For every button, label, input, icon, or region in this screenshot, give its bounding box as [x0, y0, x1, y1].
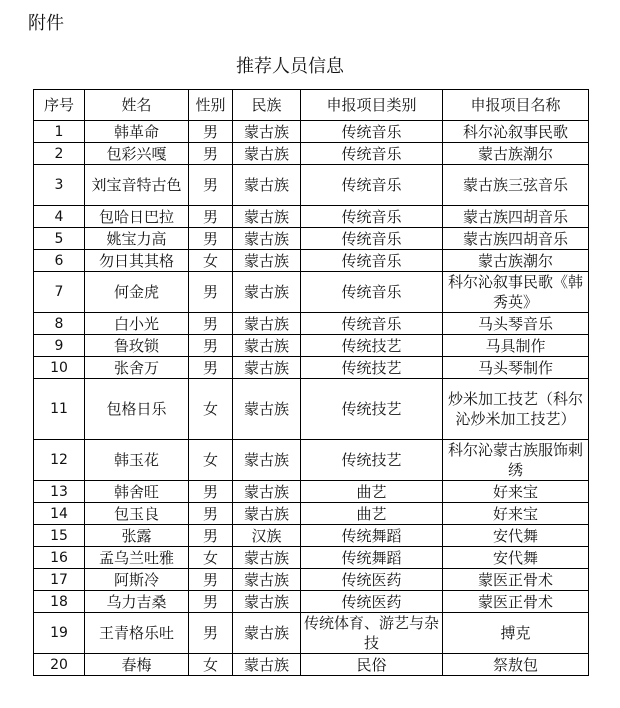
- cell-no: 10: [34, 357, 85, 379]
- cell-gender: 男: [189, 357, 233, 379]
- cell-project: 科尔沁叙事民歌: [443, 121, 589, 143]
- cell-name: 韩舍旺: [85, 481, 189, 503]
- cell-category: 传统音乐: [301, 165, 443, 206]
- cell-category: 传统技艺: [301, 357, 443, 379]
- cell-no: 12: [34, 440, 85, 481]
- cell-ethnicity: 蒙古族: [233, 591, 301, 613]
- table-row: [34, 569, 589, 591]
- cell-no: 1: [34, 121, 85, 143]
- cell-gender: 女: [189, 440, 233, 481]
- cell-ethnicity: 蒙古族: [233, 313, 301, 335]
- cell-name: 孟乌兰吐雅: [85, 547, 189, 569]
- cell-ethnicity: 蒙古族: [233, 654, 301, 676]
- cell-category: 传统音乐: [301, 313, 443, 335]
- cell-project: 好来宝: [443, 481, 589, 503]
- cell-name: 包玉良: [85, 503, 189, 525]
- cell-category: 传统技艺: [301, 335, 443, 357]
- cell-ethnicity: 蒙古族: [233, 272, 301, 313]
- column-header-name: 姓名: [85, 90, 189, 121]
- cell-gender: 男: [189, 335, 233, 357]
- cell-name: 张露: [85, 525, 189, 547]
- cell-category: 传统舞蹈: [301, 547, 443, 569]
- cell-no: 5: [34, 228, 85, 250]
- column-header-category: 申报项目类别: [301, 90, 443, 121]
- attachment-label: 附件: [28, 13, 64, 34]
- cell-project: 蒙古族潮尔: [443, 143, 589, 165]
- cell-gender: 男: [189, 165, 233, 206]
- cell-gender: 男: [189, 272, 233, 313]
- cell-project: 科尔沁蒙古族服饰刺绣: [443, 440, 589, 481]
- table-row: [34, 440, 589, 481]
- cell-ethnicity: 蒙古族: [233, 121, 301, 143]
- cell-name: 韩革命: [85, 121, 189, 143]
- cell-gender: 女: [189, 250, 233, 272]
- cell-name: 包哈日巴拉: [85, 206, 189, 228]
- table-row: [34, 547, 589, 569]
- cell-gender: 男: [189, 591, 233, 613]
- cell-no: 18: [34, 591, 85, 613]
- cell-gender: 男: [189, 613, 233, 654]
- cell-ethnicity: 蒙古族: [233, 143, 301, 165]
- table-row: [34, 525, 589, 547]
- table-row: [34, 335, 589, 357]
- table-row: [34, 143, 589, 165]
- cell-project: 好来宝: [443, 503, 589, 525]
- cell-project: 炒米加工技艺（科尔沁炒米加工技艺）: [443, 379, 589, 440]
- cell-project: 安代舞: [443, 547, 589, 569]
- cell-category: 传统音乐: [301, 272, 443, 313]
- cell-category: 传统体育、游艺与杂技: [301, 613, 443, 654]
- cell-name: 姚宝力高: [85, 228, 189, 250]
- table-row: [34, 206, 589, 228]
- cell-name: 阿斯冷: [85, 569, 189, 591]
- cell-category: 传统音乐: [301, 143, 443, 165]
- cell-no: 17: [34, 569, 85, 591]
- cell-no: 7: [34, 272, 85, 313]
- cell-gender: 男: [189, 525, 233, 547]
- table-row: [34, 272, 589, 313]
- cell-project: 蒙古族四胡音乐: [443, 206, 589, 228]
- cell-no: 3: [34, 165, 85, 206]
- column-header-project: 申报项目名称: [443, 90, 589, 121]
- cell-no: 19: [34, 613, 85, 654]
- cell-name: 包彩兴嘎: [85, 143, 189, 165]
- cell-project: 马具制作: [443, 335, 589, 357]
- cell-gender: 女: [189, 379, 233, 440]
- cell-no: 9: [34, 335, 85, 357]
- cell-ethnicity: 蒙古族: [233, 440, 301, 481]
- cell-category: 传统医药: [301, 591, 443, 613]
- cell-ethnicity: 蒙古族: [233, 228, 301, 250]
- cell-gender: 男: [189, 313, 233, 335]
- cell-name: 刘宝音特古色: [85, 165, 189, 206]
- cell-ethnicity: 蒙古族: [233, 613, 301, 654]
- cell-ethnicity: 蒙古族: [233, 547, 301, 569]
- cell-name: 乌力吉桑: [85, 591, 189, 613]
- cell-ethnicity: 蒙古族: [233, 481, 301, 503]
- cell-no: 13: [34, 481, 85, 503]
- cell-category: 曲艺: [301, 481, 443, 503]
- page-title: 推荐人员信息: [236, 56, 344, 77]
- cell-name: 包格日乐: [85, 379, 189, 440]
- cell-category: 传统技艺: [301, 379, 443, 440]
- cell-category: 传统音乐: [301, 250, 443, 272]
- table-header-row: [34, 90, 589, 121]
- cell-ethnicity: 蒙古族: [233, 335, 301, 357]
- cell-project: 蒙古族四胡音乐: [443, 228, 589, 250]
- table-row: [34, 357, 589, 379]
- cell-ethnicity: 蒙古族: [233, 357, 301, 379]
- cell-project: 安代舞: [443, 525, 589, 547]
- cell-no: 14: [34, 503, 85, 525]
- column-header-gender: 性别: [189, 90, 233, 121]
- cell-ethnicity: 蒙古族: [233, 569, 301, 591]
- cell-category: 民俗: [301, 654, 443, 676]
- cell-ethnicity: 蒙古族: [233, 165, 301, 206]
- cell-no: 4: [34, 206, 85, 228]
- cell-category: 传统音乐: [301, 228, 443, 250]
- cell-project: 马头琴音乐: [443, 313, 589, 335]
- table-body: [34, 121, 589, 676]
- cell-ethnicity: 蒙古族: [233, 503, 301, 525]
- cell-project: 祭敖包: [443, 654, 589, 676]
- cell-gender: 男: [189, 569, 233, 591]
- cell-no: 16: [34, 547, 85, 569]
- column-header-no: 序号: [34, 90, 85, 121]
- cell-category: 传统医药: [301, 569, 443, 591]
- cell-name: 何金虎: [85, 272, 189, 313]
- cell-gender: 男: [189, 206, 233, 228]
- cell-project: 搏克: [443, 613, 589, 654]
- cell-category: 传统音乐: [301, 121, 443, 143]
- cell-no: 15: [34, 525, 85, 547]
- cell-name: 王青格乐吐: [85, 613, 189, 654]
- table-row: [34, 165, 589, 206]
- cell-no: 20: [34, 654, 85, 676]
- cell-ethnicity: 汉族: [233, 525, 301, 547]
- cell-project: 蒙古族潮尔: [443, 250, 589, 272]
- table-row: [34, 121, 589, 143]
- cell-gender: 男: [189, 143, 233, 165]
- cell-category: 传统技艺: [301, 440, 443, 481]
- column-header-ethnicity: 民族: [233, 90, 301, 121]
- cell-category: 曲艺: [301, 503, 443, 525]
- table-row: [34, 481, 589, 503]
- cell-category: 传统音乐: [301, 206, 443, 228]
- table-row: [34, 228, 589, 250]
- cell-ethnicity: 蒙古族: [233, 206, 301, 228]
- cell-project: 科尔沁叙事民歌《韩秀英》: [443, 272, 589, 313]
- cell-name: 张舍万: [85, 357, 189, 379]
- cell-no: 2: [34, 143, 85, 165]
- cell-project: 蒙古族三弦音乐: [443, 165, 589, 206]
- cell-no: 6: [34, 250, 85, 272]
- table-row: [34, 654, 589, 676]
- cell-gender: 男: [189, 121, 233, 143]
- table-row: [34, 379, 589, 440]
- cell-category: 传统舞蹈: [301, 525, 443, 547]
- cell-project: 蒙医正骨术: [443, 569, 589, 591]
- table-row: [34, 591, 589, 613]
- cell-gender: 男: [189, 481, 233, 503]
- cell-ethnicity: 蒙古族: [233, 379, 301, 440]
- cell-name: 春梅: [85, 654, 189, 676]
- table-row: [34, 613, 589, 654]
- table-row: [34, 250, 589, 272]
- cell-gender: 男: [189, 503, 233, 525]
- cell-no: 8: [34, 313, 85, 335]
- recommended-personnel-table: [33, 89, 589, 676]
- cell-gender: 男: [189, 228, 233, 250]
- cell-name: 韩玉花: [85, 440, 189, 481]
- cell-project: 马头琴制作: [443, 357, 589, 379]
- cell-name: 白小光: [85, 313, 189, 335]
- cell-gender: 女: [189, 547, 233, 569]
- cell-project: 蒙医正骨术: [443, 591, 589, 613]
- cell-name: 勿日其其格: [85, 250, 189, 272]
- table-row: [34, 313, 589, 335]
- table-row: [34, 503, 589, 525]
- cell-name: 鲁玫锁: [85, 335, 189, 357]
- cell-no: 11: [34, 379, 85, 440]
- cell-ethnicity: 蒙古族: [233, 250, 301, 272]
- cell-gender: 女: [189, 654, 233, 676]
